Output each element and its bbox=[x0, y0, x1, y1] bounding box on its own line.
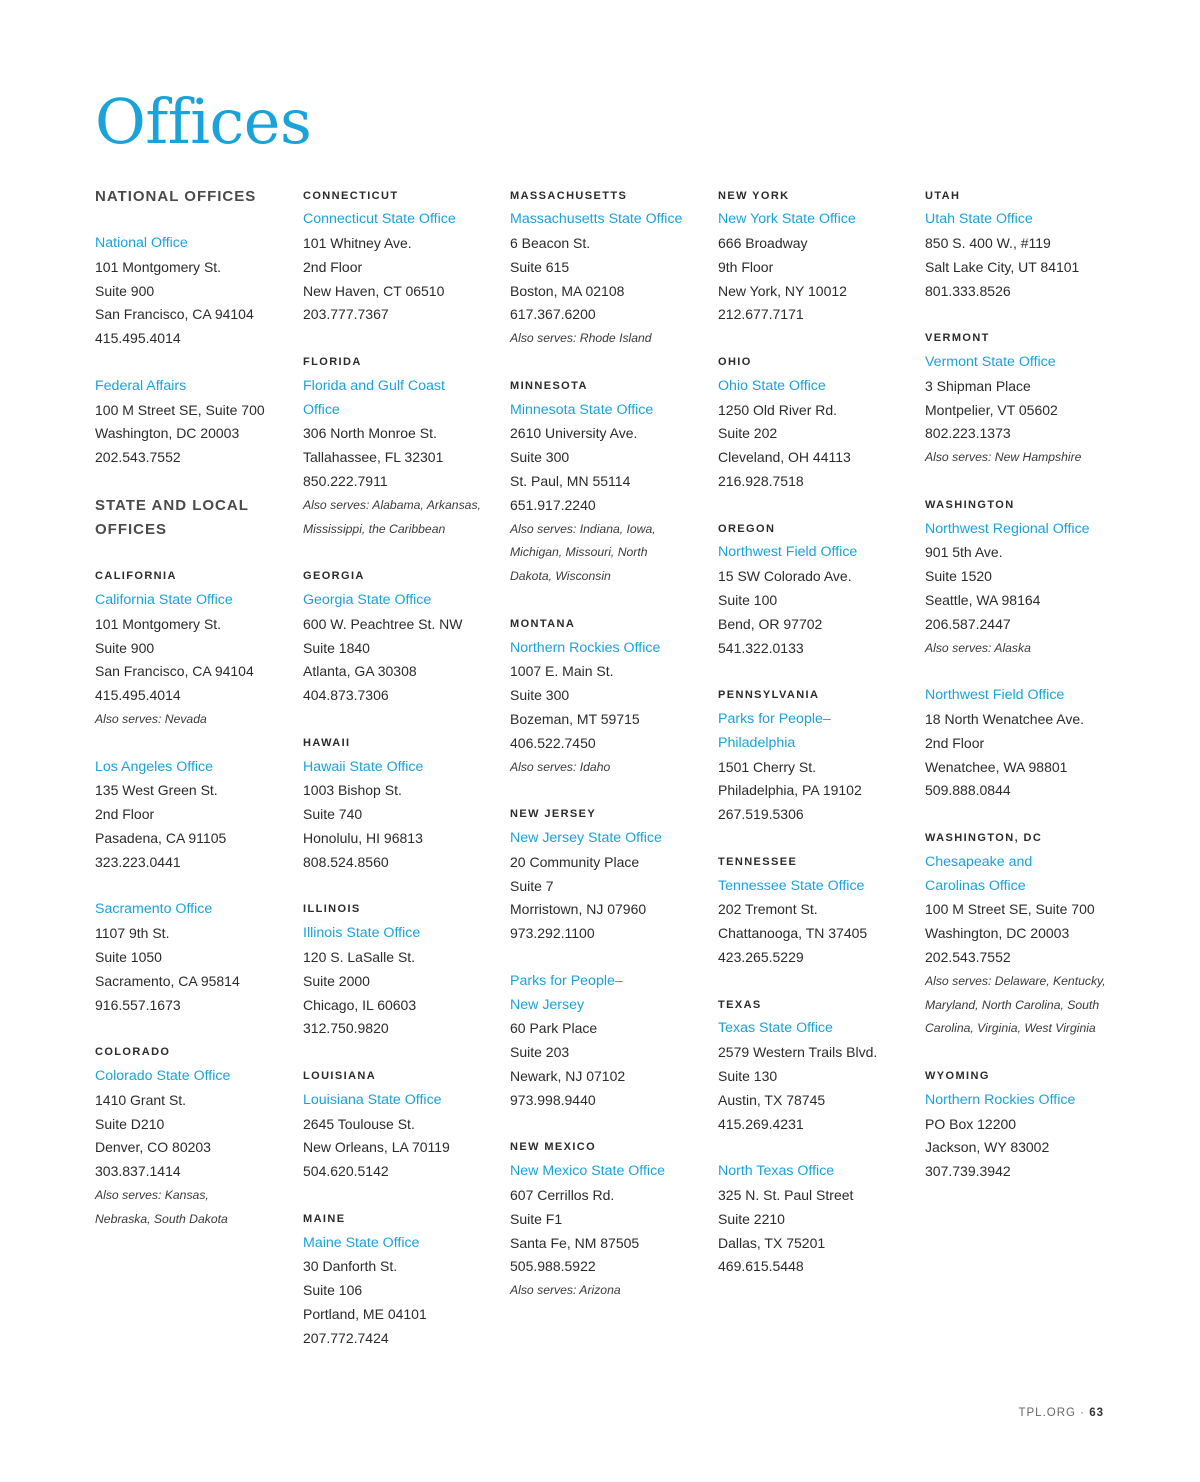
address-line: New Haven, CT 06510 bbox=[303, 282, 445, 299]
office-georgia bbox=[303, 589, 503, 708]
address-line: 30 Danforth St. bbox=[303, 1258, 398, 1275]
also-serves: Nebraska, South Dakota bbox=[95, 1211, 228, 1226]
office-federal-affairs bbox=[95, 375, 295, 470]
address-line: Suite 2210 bbox=[718, 1210, 785, 1227]
address-line: 850 S. 400 W., #119 bbox=[925, 235, 1051, 252]
address-line: PO Box 12200 bbox=[925, 1115, 1017, 1132]
address-line: Cleveland, OH 44113 bbox=[718, 449, 851, 466]
phone-number: 312.750.9820 bbox=[303, 1020, 389, 1037]
state-label-montana: MONTANA bbox=[510, 617, 576, 630]
office-name: Louisiana State Office bbox=[303, 1091, 442, 1108]
section-heading-national: NATIONAL OFFICES bbox=[95, 187, 257, 205]
address-line: St. Paul, MN 55114 bbox=[510, 473, 631, 490]
office-parks-for-people-new-jersey bbox=[510, 970, 710, 1113]
office-name: Northern Rockies Office bbox=[510, 639, 661, 656]
address-line: 135 West Green St. bbox=[95, 782, 218, 799]
state-label-ohio: OHIO bbox=[718, 356, 752, 369]
office-sacramento bbox=[95, 898, 295, 1017]
address-line: Suite 900 bbox=[95, 282, 155, 299]
address-line: 100 M Street SE, Suite 700 bbox=[95, 401, 265, 418]
office-california-state bbox=[95, 589, 295, 732]
phone-number: 303.837.1414 bbox=[95, 1163, 181, 1180]
office-name: Parks for People– bbox=[510, 972, 623, 989]
address-line: Suite D210 bbox=[95, 1115, 165, 1132]
address-line: Wenatchee, WA 98801 bbox=[925, 758, 1068, 775]
address-line: Jackson, WY 83002 bbox=[925, 1139, 1050, 1156]
address-line: 101 Montgomery St. bbox=[95, 258, 222, 275]
address-line: Boston, MA 02108 bbox=[510, 282, 625, 299]
office-name: Office bbox=[303, 401, 340, 418]
also-serves: Also serves: Delaware, Kentucky, bbox=[925, 973, 1106, 988]
address-line: San Francisco, CA 94104 bbox=[95, 663, 254, 680]
office-name: Massachusetts State Office bbox=[510, 211, 683, 228]
address-line: Suite 1840 bbox=[303, 639, 370, 656]
office-pennsylvania bbox=[718, 708, 918, 827]
address-line: Montpelier, VT 05602 bbox=[925, 401, 1058, 418]
also-serves: Also serves: Idaho bbox=[510, 759, 611, 774]
office-name: Georgia State Office bbox=[303, 592, 432, 609]
office-name: Connecticut State Office bbox=[303, 211, 456, 228]
office-name: North Texas Office bbox=[718, 1163, 835, 1180]
phone-number: 651.917.2240 bbox=[510, 496, 596, 513]
column-5 bbox=[925, 185, 1125, 1184]
address-line: San Francisco, CA 94104 bbox=[95, 306, 254, 323]
address-line: 2645 Toulouse St. bbox=[303, 1115, 415, 1132]
office-chesapeake-carolinas bbox=[925, 851, 1125, 1041]
address-line: 1007 E. Main St. bbox=[510, 663, 614, 680]
office-name: Vermont State Office bbox=[925, 354, 1056, 371]
phone-number: 423.265.5229 bbox=[718, 949, 804, 965]
office-name: Philadelphia bbox=[718, 734, 796, 751]
office-northwest-field bbox=[925, 684, 1125, 803]
address-line: 306 North Monroe St. bbox=[303, 425, 437, 442]
also-serves: Also serves: Arizona bbox=[510, 1283, 621, 1298]
office-name: Hawaii State Office bbox=[303, 758, 424, 775]
office-new-york bbox=[718, 208, 918, 327]
address-line: Salt Lake City, UT 84101 bbox=[925, 258, 1080, 275]
phone-number: 404.873.7306 bbox=[303, 687, 389, 704]
section-heading-state-local: STATE AND LOCAL bbox=[95, 496, 249, 514]
office-ohio bbox=[718, 375, 918, 494]
address-line: Tallahassee, FL 32301 bbox=[303, 449, 444, 466]
column-2 bbox=[303, 185, 503, 1351]
office-name: Northwest Field Office bbox=[925, 687, 1065, 704]
phone-number: 307.739.3942 bbox=[925, 1163, 1011, 1180]
phone-number: 323.223.0441 bbox=[95, 853, 181, 870]
office-name: Ohio State Office bbox=[718, 377, 826, 394]
office-name: Sacramento Office bbox=[95, 901, 213, 918]
address-line: Bozeman, MT 59715 bbox=[510, 711, 640, 728]
address-line: Honolulu, HI 96813 bbox=[303, 830, 423, 847]
state-label-washington: WASHINGTON bbox=[925, 498, 1015, 511]
address-line: 9th Floor bbox=[718, 258, 774, 275]
address-line: Newark, NJ 07102 bbox=[510, 1067, 626, 1084]
state-label-california: CALIFORNIA bbox=[95, 570, 177, 583]
office-name: New York State Office bbox=[718, 211, 856, 228]
state-label-florida: FLORIDA bbox=[303, 356, 362, 369]
address-line: Suite 7 bbox=[510, 877, 554, 894]
address-line: Chicago, IL 60603 bbox=[303, 996, 417, 1013]
office-name: Maine State Office bbox=[303, 1234, 420, 1251]
state-label-tennessee: TENNESSEE bbox=[718, 855, 798, 868]
state-label-wyoming: WYOMING bbox=[925, 1069, 990, 1082]
address-line: Santa Fe, NM 87505 bbox=[510, 1234, 640, 1251]
address-line: Chattanooga, TN 37405 bbox=[718, 925, 868, 942]
phone-number: 415.495.4014 bbox=[95, 687, 181, 704]
address-line: Pasadena, CA 91105 bbox=[95, 830, 227, 847]
also-serves: Carolina, Virginia, West Virginia bbox=[925, 1021, 1096, 1036]
office-name: Federal Affairs bbox=[95, 377, 187, 394]
address-line: Suite 106 bbox=[303, 1282, 363, 1299]
address-line: 120 S. LaSalle St. bbox=[303, 949, 416, 965]
phone-number: 207.772.7424 bbox=[303, 1329, 389, 1346]
office-massachusetts bbox=[510, 208, 710, 351]
address-line: 15 SW Colorado Ave. bbox=[718, 568, 852, 585]
also-serves: Also serves: Kansas, bbox=[95, 1187, 209, 1202]
office-illinois bbox=[303, 922, 503, 1041]
address-line: Suite 740 bbox=[303, 806, 363, 823]
office-name: Minnesota State Office bbox=[510, 401, 654, 418]
address-line: Sacramento, CA 95814 bbox=[95, 972, 240, 989]
office-wyoming bbox=[925, 1089, 1125, 1184]
page-number: 63 bbox=[1089, 1407, 1104, 1419]
address-line: Denver, CO 80203 bbox=[95, 1139, 211, 1156]
phone-number: 802.223.1373 bbox=[925, 425, 1011, 442]
address-line: Washington, DC 20003 bbox=[95, 425, 240, 442]
state-label-utah: UTAH bbox=[925, 189, 961, 202]
address-line: 100 M Street SE, Suite 700 bbox=[925, 901, 1095, 918]
address-line: 202 Tremont St. bbox=[718, 901, 818, 918]
phone-number: 202.543.7552 bbox=[95, 449, 181, 466]
office-name: Carolinas Office bbox=[925, 877, 1026, 894]
office-name: Los Angeles Office bbox=[95, 758, 214, 775]
office-name: New Mexico State Office bbox=[510, 1163, 666, 1180]
state-label-new-mexico: NEW MEXICO bbox=[510, 1141, 597, 1154]
address-line: Suite 2000 bbox=[303, 972, 370, 989]
office-new-jersey-state bbox=[510, 827, 710, 946]
phone-number: 850.222.7911 bbox=[303, 473, 388, 490]
address-line: 1501 Cherry St. bbox=[718, 758, 817, 775]
office-maine bbox=[303, 1232, 503, 1351]
address-line: 6 Beacon St. bbox=[510, 235, 591, 252]
address-line: Suite 100 bbox=[718, 592, 778, 609]
address-line: 18 North Wenatchee Ave. bbox=[925, 711, 1085, 728]
office-los-angeles bbox=[95, 756, 295, 875]
state-label-oregon: OREGON bbox=[718, 522, 776, 535]
address-line: 901 5th Ave. bbox=[925, 544, 1003, 561]
address-line: 101 Montgomery St. bbox=[95, 615, 222, 632]
phone-number: 267.519.5306 bbox=[718, 806, 804, 823]
column-3 bbox=[510, 185, 710, 1303]
also-serves: Also serves: Alabama, Arkansas, bbox=[303, 497, 481, 512]
phone-number: 415.269.4231 bbox=[718, 1115, 804, 1132]
address-line: Washington, DC 20003 bbox=[925, 925, 1070, 942]
phone-number: 203.777.7367 bbox=[303, 306, 389, 323]
address-line: Suite F1 bbox=[510, 1210, 563, 1227]
state-label-massachusetts: MASSACHUSETTS bbox=[510, 189, 628, 202]
column-1 bbox=[95, 185, 295, 1232]
state-label-connecticut: CONNECTICUT bbox=[303, 189, 399, 202]
phone-number: 973.292.1100 bbox=[510, 925, 595, 942]
address-line: New York, NY 10012 bbox=[718, 282, 847, 299]
address-line: 2nd Floor bbox=[925, 734, 985, 751]
address-line: 1003 Bishop St. bbox=[303, 782, 402, 799]
address-line: Bend, OR 97702 bbox=[718, 615, 823, 632]
office-colorado-state bbox=[95, 1065, 295, 1232]
state-label-washington-dc: WASHINGTON, DC bbox=[925, 832, 1043, 845]
state-label-georgia: GEORGIA bbox=[303, 570, 365, 583]
phone-number: 541.322.0133 bbox=[718, 639, 804, 656]
office-name: Florida and Gulf Coast bbox=[303, 377, 445, 394]
office-national bbox=[95, 232, 295, 351]
office-north-texas bbox=[718, 1160, 918, 1279]
address-line: Suite 203 bbox=[510, 1044, 570, 1061]
office-texas-state bbox=[718, 1017, 918, 1136]
state-label-new-york: NEW YORK bbox=[718, 189, 790, 202]
office-name: Northwest Field Office bbox=[718, 544, 858, 561]
office-name: National Office bbox=[95, 235, 188, 252]
also-serves: Also serves: Indiana, Iowa, bbox=[510, 521, 656, 536]
office-name: New Jersey bbox=[510, 996, 585, 1013]
address-line: Atlanta, GA 30308 bbox=[303, 663, 417, 680]
also-serves: Michigan, Missouri, North bbox=[510, 545, 648, 560]
office-name: California State Office bbox=[95, 592, 233, 609]
address-line: 2579 Western Trails Blvd. bbox=[718, 1044, 878, 1061]
address-line: 666 Broadway bbox=[718, 235, 808, 252]
address-line: Suite 1050 bbox=[95, 949, 162, 965]
office-utah bbox=[925, 208, 1125, 303]
address-line: 1107 9th St. bbox=[95, 925, 170, 942]
office-name: Colorado State Office bbox=[95, 1067, 231, 1084]
phone-number: 973.998.9440 bbox=[510, 1091, 596, 1108]
office-louisiana bbox=[303, 1089, 503, 1184]
also-serves: Also serves: New Hampshire bbox=[925, 450, 1082, 465]
phone-number: 808.524.8560 bbox=[303, 853, 389, 870]
state-label-new-jersey: NEW JERSEY bbox=[510, 808, 597, 821]
address-line: 1410 Grant St. bbox=[95, 1091, 187, 1108]
address-line: Suite 1520 bbox=[925, 568, 992, 585]
state-label-maine: MAINE bbox=[303, 1212, 346, 1225]
also-serves: Also serves: Alaska bbox=[925, 640, 1031, 655]
also-serves: Maryland, North Carolina, South bbox=[925, 997, 1100, 1012]
address-line: Morristown, NJ 07960 bbox=[510, 901, 647, 918]
office-hawaii bbox=[303, 756, 503, 875]
office-name: New Jersey State Office bbox=[510, 830, 662, 847]
address-line: 1250 Old River Rd. bbox=[718, 401, 838, 418]
office-name: Texas State Office bbox=[718, 1020, 833, 1037]
state-label-vermont: VERMONT bbox=[925, 332, 990, 345]
address-line: 3 Shipman Place bbox=[925, 377, 1031, 394]
office-name: Illinois State Office bbox=[303, 925, 421, 942]
address-line: Suite 130 bbox=[718, 1067, 778, 1084]
office-florida bbox=[303, 375, 503, 542]
phone-number: 406.522.7450 bbox=[510, 734, 596, 751]
office-name: Chesapeake and bbox=[925, 853, 1033, 870]
address-line: Philadelphia, PA 19102 bbox=[718, 782, 862, 799]
page-title: Offices bbox=[95, 85, 312, 158]
address-line: 2610 University Ave. bbox=[510, 425, 638, 442]
address-line: Suite 300 bbox=[510, 687, 570, 704]
phone-number: 505.988.5922 bbox=[510, 1258, 596, 1275]
also-serves: Mississippi, the Caribbean bbox=[303, 521, 446, 536]
address-line: Dallas, TX 75201 bbox=[718, 1234, 826, 1251]
state-label-colorado: COLORADO bbox=[95, 1046, 171, 1059]
also-serves: Dakota, Wisconsin bbox=[510, 569, 611, 584]
address-line: 20 Community Place bbox=[510, 853, 640, 870]
office-connecticut bbox=[303, 208, 503, 327]
address-line: 2nd Floor bbox=[95, 806, 155, 823]
address-line: Seattle, WA 98164 bbox=[925, 592, 1041, 609]
state-label-pennsylvania: PENNSYLVANIA bbox=[718, 689, 820, 702]
column-4 bbox=[718, 185, 918, 1280]
office-northwest-regional bbox=[925, 518, 1125, 661]
state-label-hawaii: HAWAII bbox=[303, 736, 351, 749]
address-line: 101 Whitney Ave. bbox=[303, 235, 412, 252]
address-line: 600 W. Peachtree St. NW bbox=[303, 615, 463, 632]
office-tennessee bbox=[718, 875, 918, 970]
section-heading-state-local: OFFICES bbox=[95, 520, 168, 538]
phone-number: 801.333.8526 bbox=[925, 282, 1011, 299]
address-line: Suite 615 bbox=[510, 258, 570, 275]
office-oregon bbox=[718, 541, 918, 660]
address-line: 2nd Floor bbox=[303, 258, 363, 275]
phone-number: 415.495.4014 bbox=[95, 330, 181, 347]
address-line: Portland, ME 04101 bbox=[303, 1305, 427, 1322]
state-label-louisiana: LOUISIANA bbox=[303, 1069, 377, 1082]
address-line: New Orleans, LA 70119 bbox=[303, 1139, 450, 1156]
state-label-texas: TEXAS bbox=[718, 998, 762, 1011]
address-line: Suite 300 bbox=[510, 449, 570, 466]
page-footer bbox=[1000, 1403, 1104, 1423]
address-line: 60 Park Place bbox=[510, 1020, 598, 1037]
office-new-mexico bbox=[510, 1160, 710, 1303]
phone-number: 916.557.1673 bbox=[95, 996, 181, 1013]
office-name: Parks for People– bbox=[718, 711, 831, 728]
phone-number: 206.587.2447 bbox=[925, 615, 1011, 632]
address-line: Suite 202 bbox=[718, 425, 778, 442]
office-name: Northwest Regional Office bbox=[925, 520, 1090, 537]
phone-number: 469.615.5448 bbox=[718, 1258, 804, 1275]
office-vermont bbox=[925, 351, 1125, 470]
also-serves: Also serves: Nevada bbox=[95, 712, 207, 727]
office-montana bbox=[510, 637, 710, 780]
phone-number: 212.677.7171 bbox=[718, 306, 804, 323]
office-name: Northern Rockies Office bbox=[925, 1091, 1076, 1108]
address-line: 607 Cerrillos Rd. bbox=[510, 1186, 615, 1203]
phone-number: 504.620.5142 bbox=[303, 1163, 389, 1180]
also-serves: Also serves: Rhode Island bbox=[510, 331, 652, 346]
address-line: Suite 900 bbox=[95, 639, 155, 656]
office-minnesota bbox=[510, 399, 710, 589]
office-name: Tennessee State Office bbox=[718, 877, 865, 894]
state-label-minnesota: MINNESOTA bbox=[510, 379, 588, 392]
state-label-illinois: ILLINOIS bbox=[303, 903, 361, 916]
footer-site: TPL.ORG · bbox=[1018, 1407, 1085, 1419]
phone-number: 216.928.7518 bbox=[718, 473, 804, 490]
phone-number: 617.367.6200 bbox=[510, 306, 596, 323]
address-line: Austin, TX 78745 bbox=[718, 1091, 826, 1108]
office-name: Utah State Office bbox=[925, 211, 1033, 228]
address-line: 325 N. St. Paul Street bbox=[718, 1186, 854, 1203]
phone-number: 509.888.0844 bbox=[925, 782, 1011, 799]
phone-number: 202.543.7552 bbox=[925, 949, 1011, 965]
